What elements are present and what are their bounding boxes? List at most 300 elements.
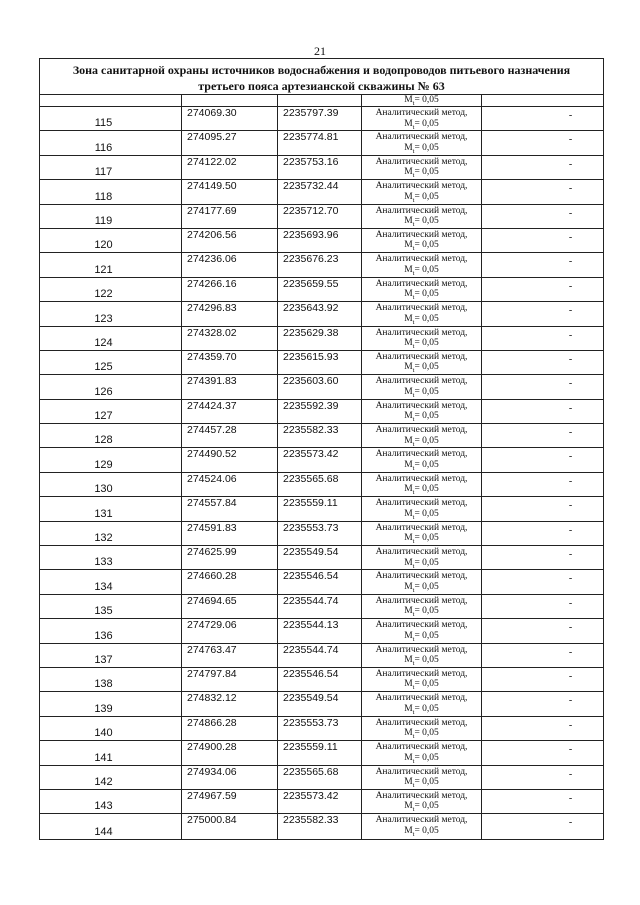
accuracy-text: $M_t= 0,05$ bbox=[404, 459, 439, 472]
cell-point-number bbox=[40, 180, 182, 203]
point-number: 131 bbox=[94, 507, 113, 520]
subscript: t bbox=[412, 781, 415, 789]
table-row bbox=[40, 327, 603, 351]
note-dash: - bbox=[568, 817, 573, 829]
accuracy-text: $M_t= 0,05$ bbox=[404, 777, 439, 789]
accuracy-text: $M_t= 0,05$ bbox=[404, 338, 439, 350]
cell-empty bbox=[482, 95, 603, 106]
y-coordinate: 2235546.54 bbox=[283, 667, 339, 680]
accuracy-text: $M_t= 0,05$ bbox=[404, 289, 439, 302]
accuracy-text: $M_t= 0,05$ bbox=[404, 313, 439, 326]
accuracy-text: $M_t= 0,05$ bbox=[404, 581, 439, 594]
subscript: t bbox=[412, 684, 415, 692]
cell-x-coordinate bbox=[182, 351, 278, 374]
cell-x-coordinate bbox=[182, 595, 278, 618]
note-dash: - bbox=[568, 622, 573, 634]
cell-x-coordinate bbox=[182, 156, 278, 179]
cell-y-coordinate bbox=[278, 790, 362, 813]
table-row bbox=[40, 790, 603, 814]
subscript: t bbox=[412, 123, 415, 131]
accuracy-text: $M_t= 0,05$ bbox=[404, 484, 439, 497]
cell-note bbox=[482, 546, 603, 569]
method-text: Аналитический метод, bbox=[375, 498, 468, 509]
cell-y-coordinate bbox=[278, 814, 362, 838]
cell-method bbox=[362, 741, 482, 764]
accuracy-text: $M_t= 0,05$ bbox=[404, 655, 439, 667]
cell-point-number bbox=[40, 619, 182, 642]
cell-method bbox=[362, 717, 482, 740]
cell-x-coordinate bbox=[182, 546, 278, 569]
cell-note bbox=[482, 692, 603, 715]
cell-point-number bbox=[40, 375, 182, 398]
accuracy-text: $M_t= 0,05$ bbox=[404, 240, 439, 253]
note-dash: - bbox=[568, 719, 573, 731]
y-coordinate: 2235797.39 bbox=[283, 107, 339, 119]
cell-y-coordinate bbox=[278, 522, 362, 545]
accuracy-text: $M_t= 0,05$ bbox=[404, 118, 439, 131]
cell-note bbox=[482, 595, 603, 618]
subscript: t bbox=[412, 342, 415, 350]
cell-y-coordinate bbox=[278, 619, 362, 642]
cell-note bbox=[482, 351, 603, 374]
subscript: t bbox=[412, 172, 415, 180]
method-text: Аналитический метод, bbox=[375, 644, 468, 655]
x-coordinate: 274729.06 bbox=[187, 619, 237, 632]
cell-point-number bbox=[40, 473, 182, 496]
table-row bbox=[40, 497, 603, 521]
note-dash: - bbox=[568, 646, 573, 658]
cell-y-coordinate bbox=[278, 351, 362, 374]
table-row bbox=[40, 302, 603, 326]
table-row bbox=[40, 400, 603, 424]
cell-y-coordinate bbox=[278, 253, 362, 276]
x-coordinate: 274069.30 bbox=[187, 107, 237, 119]
accuracy-text: $M_t= 0,05$ bbox=[404, 679, 439, 692]
method-text: Аналитический метод, bbox=[375, 278, 468, 289]
cell-note bbox=[482, 375, 603, 398]
cell-y-coordinate bbox=[278, 375, 362, 398]
table-row bbox=[40, 107, 603, 131]
point-number: 129 bbox=[94, 458, 113, 471]
note-dash: - bbox=[568, 768, 573, 780]
method-text: Аналитический метод, bbox=[375, 693, 468, 704]
note-dash: - bbox=[568, 695, 573, 707]
x-coordinate: 275000.84 bbox=[187, 814, 237, 827]
cell-y-coordinate bbox=[278, 180, 362, 203]
note-dash: - bbox=[568, 549, 573, 561]
subscript: t bbox=[412, 806, 415, 814]
x-coordinate: 274694.65 bbox=[187, 594, 237, 607]
note-dash: - bbox=[568, 231, 573, 243]
table-row bbox=[40, 253, 603, 277]
y-coordinate: 2235582.33 bbox=[283, 814, 339, 827]
point-number: 142 bbox=[94, 775, 113, 788]
subscript: t bbox=[412, 416, 415, 424]
cell-method bbox=[362, 229, 482, 252]
method-text: Аналитический метод, bbox=[375, 571, 468, 582]
cell-method bbox=[362, 327, 482, 350]
point-number: 143 bbox=[94, 800, 113, 813]
cell-y-coordinate bbox=[278, 229, 362, 252]
cell-y-coordinate bbox=[278, 546, 362, 569]
cell-empty bbox=[278, 95, 362, 106]
accuracy-text: $M_t= 0,05$ bbox=[404, 508, 439, 521]
y-coordinate: 2235559.11 bbox=[283, 741, 338, 754]
cell-note bbox=[482, 253, 603, 276]
accuracy-text: $M_t= 0,05$ bbox=[404, 825, 439, 838]
cell-note bbox=[482, 619, 603, 642]
table-row bbox=[40, 205, 603, 229]
cell-note bbox=[482, 522, 603, 545]
x-coordinate: 274832.12 bbox=[187, 692, 237, 705]
x-coordinate: 274490.52 bbox=[187, 448, 237, 461]
cell-x-coordinate bbox=[182, 302, 278, 325]
note-dash: - bbox=[568, 280, 573, 292]
method-text: Аналитический метод, bbox=[375, 229, 468, 240]
cell-note bbox=[482, 741, 603, 764]
cell-x-coordinate bbox=[182, 619, 278, 642]
table-row bbox=[40, 180, 603, 204]
cell-y-coordinate bbox=[278, 668, 362, 691]
x-coordinate: 274149.50 bbox=[187, 180, 237, 193]
table-row bbox=[40, 766, 603, 790]
cell-note bbox=[482, 156, 603, 179]
cell-method bbox=[362, 131, 482, 154]
x-coordinate: 274763.47 bbox=[187, 643, 237, 656]
point-number: 127 bbox=[94, 410, 113, 423]
cell-x-coordinate bbox=[182, 644, 278, 667]
cell-x-coordinate bbox=[182, 205, 278, 228]
cell-y-coordinate bbox=[278, 741, 362, 764]
x-coordinate: 274557.84 bbox=[187, 497, 237, 510]
y-coordinate: 2235753.16 bbox=[283, 155, 339, 168]
cell-method bbox=[362, 180, 482, 203]
cell-y-coordinate bbox=[278, 448, 362, 471]
accuracy-text: $M_t= 0,05$ bbox=[404, 703, 439, 716]
note-dash: - bbox=[568, 378, 573, 390]
method-text: Аналитический метод, bbox=[375, 790, 468, 801]
method-text: Аналитический метод, bbox=[375, 376, 468, 387]
note-dash: - bbox=[568, 670, 573, 682]
table-row bbox=[40, 668, 603, 692]
method-text: Аналитический метод, bbox=[375, 205, 468, 216]
point-number: 138 bbox=[94, 678, 113, 691]
table-row bbox=[40, 229, 603, 253]
point-number: 117 bbox=[94, 166, 113, 179]
subscript: t bbox=[412, 269, 415, 277]
x-coordinate: 274967.59 bbox=[187, 789, 237, 802]
table-row bbox=[40, 424, 603, 448]
table-row bbox=[40, 375, 603, 399]
cell-y-coordinate bbox=[278, 156, 362, 179]
cell-method bbox=[362, 448, 482, 471]
accuracy-text: $M_t= 0,05$ bbox=[404, 801, 439, 814]
table-row bbox=[40, 156, 603, 180]
cell-y-coordinate bbox=[278, 302, 362, 325]
accuracy-text: $M_t= 0,05$ bbox=[404, 191, 439, 204]
note-dash: - bbox=[568, 524, 573, 536]
subscript: t bbox=[412, 659, 415, 667]
x-coordinate: 274359.70 bbox=[187, 350, 237, 363]
cell-x-coordinate bbox=[182, 766, 278, 789]
subscript: t bbox=[412, 513, 415, 521]
accuracy-text: $M_t= 0,05$ bbox=[404, 142, 439, 155]
cell-x-coordinate bbox=[182, 741, 278, 764]
y-coordinate: 2235676.23 bbox=[283, 253, 339, 266]
cell-method bbox=[362, 766, 482, 789]
point-number: 139 bbox=[94, 702, 113, 715]
cell-x-coordinate bbox=[182, 278, 278, 301]
accuracy-text: $M_t= 0,05$ bbox=[404, 362, 439, 375]
cell-point-number bbox=[40, 814, 182, 838]
table-row bbox=[40, 814, 603, 838]
note-dash: - bbox=[568, 402, 573, 414]
cell-point-number bbox=[40, 253, 182, 276]
point-number: 126 bbox=[94, 385, 113, 398]
cell-y-coordinate bbox=[278, 692, 362, 715]
accuracy-text: $M_t= 0,05$ bbox=[404, 557, 439, 570]
cell-x-coordinate bbox=[182, 790, 278, 813]
cell-x-coordinate bbox=[182, 497, 278, 520]
accuracy-text: $M_t= 0,05$ bbox=[404, 630, 439, 643]
y-coordinate: 2235553.73 bbox=[283, 716, 339, 729]
point-number: 133 bbox=[94, 556, 113, 569]
y-coordinate: 2235565.68 bbox=[283, 765, 339, 778]
x-coordinate: 274457.28 bbox=[187, 424, 237, 437]
subscript: t bbox=[412, 220, 415, 228]
table-row bbox=[40, 522, 603, 546]
note-dash: - bbox=[568, 792, 573, 804]
cell-method bbox=[362, 253, 482, 276]
cell-point-number bbox=[40, 546, 182, 569]
cell-method bbox=[362, 205, 482, 228]
cell-method bbox=[362, 424, 482, 447]
page-number: 21 bbox=[314, 44, 326, 58]
cell-accuracy-continuation bbox=[362, 95, 482, 106]
method-text: Аналитический метод, bbox=[375, 449, 468, 460]
x-coordinate: 274177.69 bbox=[187, 204, 237, 217]
cell-note bbox=[482, 229, 603, 252]
cell-note bbox=[482, 644, 603, 667]
x-coordinate: 274266.16 bbox=[187, 277, 237, 290]
cell-empty bbox=[40, 95, 182, 106]
note-dash: - bbox=[568, 305, 573, 317]
point-number: 124 bbox=[94, 336, 113, 349]
point-number: 130 bbox=[94, 483, 113, 496]
cell-point-number bbox=[40, 766, 182, 789]
y-coordinate: 2235592.39 bbox=[283, 399, 339, 412]
cell-x-coordinate bbox=[182, 668, 278, 691]
cell-point-number bbox=[40, 327, 182, 350]
method-text: Аналитический метод, bbox=[375, 327, 468, 338]
note-dash: - bbox=[568, 134, 573, 146]
method-text: Аналитический метод, bbox=[375, 766, 468, 777]
accuracy-text: $M_t= 0,05$ bbox=[404, 435, 439, 448]
subscript: t bbox=[412, 733, 415, 741]
note-dash: - bbox=[568, 110, 573, 121]
method-text: Аналитический метод, bbox=[375, 156, 468, 167]
cell-method bbox=[362, 595, 482, 618]
x-coordinate: 274328.02 bbox=[187, 326, 237, 339]
table-body bbox=[40, 107, 603, 839]
cell-note bbox=[482, 180, 603, 203]
subscript: t bbox=[412, 757, 415, 765]
table-row bbox=[40, 741, 603, 765]
cell-method bbox=[362, 790, 482, 813]
method-text: Аналитический метод, bbox=[375, 132, 468, 143]
table-row bbox=[40, 570, 603, 594]
note-dash: - bbox=[568, 451, 573, 463]
x-coordinate: 274591.83 bbox=[187, 521, 237, 534]
subscript: t bbox=[412, 708, 415, 716]
point-number: 140 bbox=[94, 727, 113, 740]
note-dash: - bbox=[568, 573, 573, 585]
cell-method bbox=[362, 570, 482, 593]
point-number: 125 bbox=[94, 361, 113, 374]
cell-y-coordinate bbox=[278, 766, 362, 789]
y-coordinate: 2235659.55 bbox=[283, 277, 339, 290]
point-number: 115 bbox=[94, 117, 113, 130]
cell-note bbox=[482, 717, 603, 740]
cell-x-coordinate bbox=[182, 814, 278, 838]
point-number: 116 bbox=[94, 141, 113, 154]
note-dash: - bbox=[568, 475, 573, 487]
method-text: Аналитический метод, bbox=[375, 717, 468, 728]
cell-point-number bbox=[40, 570, 182, 593]
table-row bbox=[40, 473, 603, 497]
cell-point-number bbox=[40, 131, 182, 154]
y-coordinate: 2235544.74 bbox=[283, 643, 339, 656]
cell-x-coordinate bbox=[182, 570, 278, 593]
subscript: t bbox=[412, 99, 415, 106]
point-number: 122 bbox=[94, 288, 113, 301]
point-number: 128 bbox=[94, 434, 113, 447]
cell-y-coordinate bbox=[278, 717, 362, 740]
cell-method bbox=[362, 497, 482, 520]
y-coordinate: 2235582.33 bbox=[283, 424, 339, 437]
point-number: 121 bbox=[94, 263, 113, 276]
y-coordinate: 2235544.74 bbox=[283, 594, 339, 607]
point-number: 136 bbox=[94, 629, 113, 642]
note-dash: - bbox=[568, 329, 573, 341]
accuracy-text: $M_t= 0,05$ bbox=[404, 216, 439, 228]
accuracy-text: $M_t= 0,05$ bbox=[404, 752, 439, 765]
cell-note bbox=[482, 278, 603, 301]
cell-y-coordinate bbox=[278, 327, 362, 350]
table-row bbox=[40, 278, 603, 302]
method-text: Аналитический метод, bbox=[375, 595, 468, 606]
note-dash: - bbox=[568, 427, 573, 439]
method-text: Аналитический метод, bbox=[375, 522, 468, 533]
x-coordinate: 274206.56 bbox=[187, 228, 237, 241]
cell-method bbox=[362, 644, 482, 667]
table-row bbox=[40, 448, 603, 472]
cell-x-coordinate bbox=[182, 717, 278, 740]
cell-note bbox=[482, 107, 603, 130]
table-row bbox=[40, 692, 603, 716]
y-coordinate: 2235603.60 bbox=[283, 375, 339, 388]
x-coordinate: 274424.37 bbox=[187, 399, 237, 412]
y-coordinate: 2235615.93 bbox=[283, 350, 339, 363]
subscript: t bbox=[412, 294, 415, 302]
cell-method bbox=[362, 522, 482, 545]
subscript: t bbox=[412, 611, 415, 619]
cell-method bbox=[362, 302, 482, 325]
y-coordinate: 2235549.54 bbox=[283, 692, 339, 705]
accuracy-text: $M_t= 0,05$ bbox=[404, 264, 439, 277]
table-row bbox=[40, 351, 603, 375]
table-title-line1: Зона санитарной охраны источников водоснабжения и водопроводов питьевого назначения bbox=[72, 63, 571, 77]
y-coordinate: 2235553.73 bbox=[283, 521, 339, 534]
cell-note bbox=[482, 570, 603, 593]
table-title bbox=[40, 59, 603, 95]
cell-note bbox=[482, 473, 603, 496]
cell-x-coordinate bbox=[182, 424, 278, 447]
cell-point-number bbox=[40, 400, 182, 423]
point-number: 118 bbox=[94, 190, 113, 203]
x-coordinate: 274296.83 bbox=[187, 302, 237, 315]
method-text: Аналитический метод, bbox=[375, 668, 468, 679]
cell-x-coordinate bbox=[182, 400, 278, 423]
cell-point-number bbox=[40, 644, 182, 667]
subscript: t bbox=[412, 538, 415, 546]
cell-point-number bbox=[40, 229, 182, 252]
point-number: 132 bbox=[94, 532, 113, 545]
subscript: t bbox=[412, 586, 415, 594]
accuracy-text: $M_t= 0,05$ bbox=[404, 533, 439, 546]
point-number: 137 bbox=[94, 653, 113, 666]
method-text: Аналитический метод, bbox=[375, 400, 468, 411]
cell-method bbox=[362, 156, 482, 179]
y-coordinate: 2235643.92 bbox=[283, 302, 339, 315]
cell-y-coordinate bbox=[278, 570, 362, 593]
cell-point-number bbox=[40, 595, 182, 618]
cell-point-number bbox=[40, 790, 182, 813]
subscript: t bbox=[412, 635, 415, 643]
note-dash: - bbox=[568, 256, 573, 268]
cell-method bbox=[362, 473, 482, 496]
cell-method bbox=[362, 692, 482, 715]
subscript: t bbox=[412, 391, 415, 399]
x-coordinate: 274900.28 bbox=[187, 741, 237, 754]
accuracy-text: $M_t= 0,05$ bbox=[404, 728, 439, 741]
cell-point-number bbox=[40, 156, 182, 179]
y-coordinate: 2235565.68 bbox=[283, 472, 339, 485]
method-text: Аналитический метод, bbox=[375, 815, 468, 826]
cell-x-coordinate bbox=[182, 107, 278, 130]
accuracy-text: $M_t= 0,05$ bbox=[404, 411, 439, 424]
x-coordinate: 274797.84 bbox=[187, 667, 237, 680]
coordinates-table bbox=[39, 58, 604, 840]
subscript: t bbox=[412, 196, 415, 204]
cell-method bbox=[362, 400, 482, 423]
cell-point-number bbox=[40, 448, 182, 471]
cell-note bbox=[482, 668, 603, 691]
cell-note bbox=[482, 131, 603, 154]
cell-y-coordinate bbox=[278, 107, 362, 130]
note-dash: - bbox=[568, 207, 573, 219]
x-coordinate: 274625.99 bbox=[187, 546, 237, 559]
note-dash: - bbox=[568, 353, 573, 365]
x-coordinate: 274866.28 bbox=[187, 716, 237, 729]
subscript: t bbox=[412, 440, 415, 448]
note-dash: - bbox=[568, 500, 573, 512]
cell-note bbox=[482, 424, 603, 447]
table-row bbox=[40, 717, 603, 741]
cell-empty bbox=[182, 95, 278, 106]
table-row bbox=[40, 595, 603, 619]
y-coordinate: 2235732.44 bbox=[283, 180, 339, 193]
